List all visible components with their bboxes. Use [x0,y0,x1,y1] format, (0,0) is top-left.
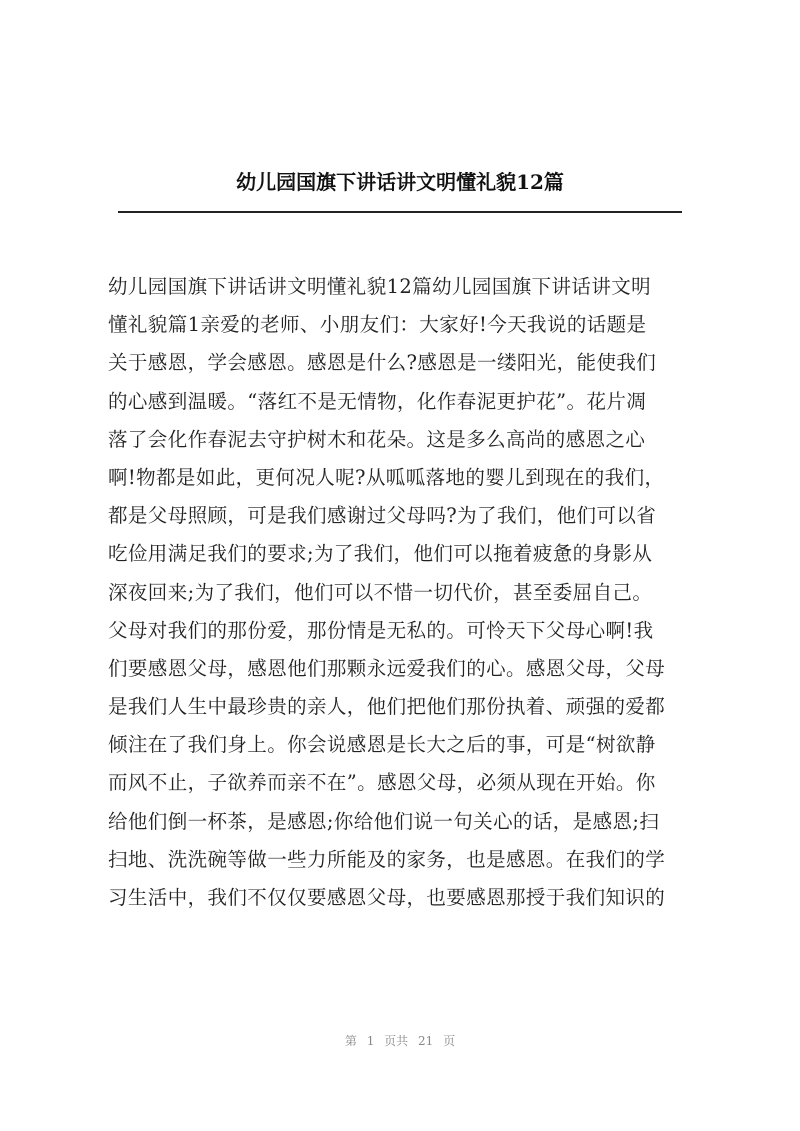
body-line: 啊!物都是如此，更何况人呢?从呱呱落地的婴儿到现在的我们， [108,465,665,489]
body-line: 们要感恩父母，感恩他们那颗永远爱我们的心。感恩父母，父母 [108,656,666,680]
body-line: 都是父母照顾，可是我们感谢过父母吗?为了我们，他们可以省 [108,504,657,528]
body-line: 懂礼貌篇1亲爱的老师、小朋友们：大家好!今天我说的话题是 [108,313,647,337]
body-line: 深夜回来;为了我们，他们可以不惜一切代价，甚至委屈自己。 [108,580,653,604]
body-line: 的心感到温暖。“落红不是无情物，化作春泥更护花”。花片凋 [108,389,647,413]
title-divider [118,211,682,213]
body-line: 倾注在了我们身上。你会说感恩是长大之后的事，可是“树欲静 [108,733,656,757]
document-title: 幼儿园国旗下讲话讲文明懂礼貌12篇 [236,170,564,194]
body-line: 吃俭用满足我们的要求;为了我们，他们可以拖着疲惫的身影从 [108,542,653,566]
body-line: 扫地、洗洗碗等做一些力所能及的家务，也是感恩。在我们的学 [108,847,666,871]
body-line: 关于感恩，学会感恩。感恩是什么?感恩是一缕阳光，能使我们 [108,351,657,375]
body-line: 落了会化作春泥去守护树木和花朵。这是多么高尚的感恩之心 [108,427,646,451]
body-line: 而风不止，子欲养而亲不在”。感恩父母，必须从现在开始。你 [108,771,656,795]
page-number: 第 1 页共 21 页 [344,1034,456,1048]
body-line: 给他们倒一杯茶，是感恩;你给他们说一句关心的话，是感恩;扫 [108,809,660,833]
body-line: 习生活中，我们不仅仅要感恩父母，也要感恩那授于我们知识的 [108,886,666,909]
body-line: 是我们人生中最珍贵的亲人，他们把他们那份执着、顽强的爱都 [108,695,666,719]
body-line: 幼儿园国旗下讲话讲文明懂礼貌12篇幼儿园国旗下讲话讲文明 [108,275,652,298]
document-body [108,272,698,921]
body-line: 父母对我们的那份爱，那份情是无私的。可怜天下父母心啊!我 [108,618,654,642]
